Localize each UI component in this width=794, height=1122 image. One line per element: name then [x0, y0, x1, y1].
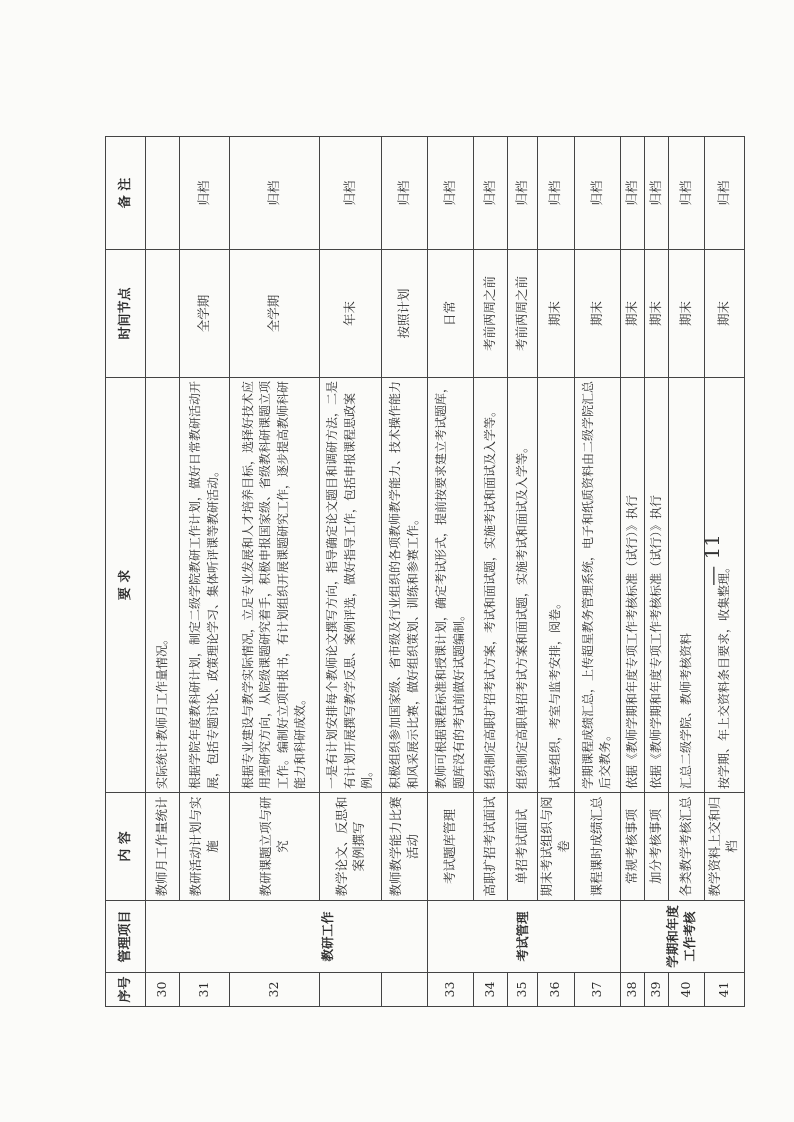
row-note: 归档 [320, 137, 382, 250]
table-row [620, 137, 644, 1007]
row-requirement: 组织制定高职单招考试方案和面试题，实施考试和面试及入学等。 [508, 378, 538, 793]
row-content: 各类教学考核汇总 [668, 793, 704, 901]
header-time: 时间节点 [106, 250, 146, 378]
row-content: 教师月工作量统计 [146, 793, 180, 901]
row-note: 归档 [180, 137, 230, 250]
row-seq: 40 [668, 973, 704, 1007]
row-note [146, 137, 180, 250]
row-time: 按照计划 [382, 250, 428, 378]
row-seq: 34 [474, 973, 508, 1007]
row-requirement: 实际统计教师月工作量情况。 [146, 378, 180, 793]
row-note: 归档 [508, 137, 538, 250]
category-cell [146, 901, 180, 973]
row-time: 日常 [428, 250, 474, 378]
row-time: 全学期 [180, 250, 230, 378]
row-content: 加分考核事项 [644, 793, 668, 901]
row-seq: 37 [574, 973, 620, 1007]
header-row [106, 137, 146, 1007]
row-seq: 38 [620, 973, 644, 1007]
row-content: 高职扩招考试面试 [474, 793, 508, 901]
row-content: 教研活动计划与实施 [180, 793, 230, 901]
row-seq [320, 973, 382, 1007]
row-note: 归档 [230, 137, 320, 250]
row-requirement: 试卷组织，考室与监考安排，阅卷。 [538, 378, 575, 793]
row-requirement: 依据《教师学期和年度专项工作考核标准（试行）》执行 [644, 378, 668, 793]
table-row [508, 137, 538, 1007]
table-row [474, 137, 508, 1007]
row-note: 归档 [538, 137, 575, 250]
row-content: 考试题库管理 [428, 793, 474, 901]
row-seq: 39 [644, 973, 668, 1007]
table-row [230, 137, 320, 1007]
row-seq: 33 [428, 973, 474, 1007]
category-research: 教研工作 [230, 901, 428, 973]
row-seq: 30 [146, 973, 180, 1007]
row-time: 考前两周之前 [508, 250, 538, 378]
row-seq [382, 973, 428, 1007]
row-seq: 32 [230, 973, 320, 1007]
row-content: 教学资料上交和归档 [704, 793, 744, 901]
row-note: 归档 [644, 137, 668, 250]
rotated-table-wrapper [105, 137, 740, 1007]
row-requirement: 学期课程成绩汇总，上传超星教务管理系统，电子和纸质资料由二级学院汇总后交教务。 [574, 378, 620, 793]
row-content: 教研课题立项与研究 [230, 793, 320, 901]
row-note: 归档 [668, 137, 704, 250]
row-time: 年末 [320, 250, 382, 378]
table-row [382, 137, 428, 1007]
row-content: 课程课时成绩汇总 [574, 793, 620, 901]
row-content: 教学论文、反思和案例撰写 [320, 793, 382, 901]
row-seq: 31 [180, 973, 230, 1007]
table-row [644, 137, 668, 1007]
row-time: 期末 [644, 250, 668, 378]
header-content: 内 容 [106, 793, 146, 901]
row-content: 常规考核事项 [620, 793, 644, 901]
page-number: — 11 [700, 534, 724, 586]
row-seq: 36 [538, 973, 575, 1007]
row-time: 期末 [668, 250, 704, 378]
row-seq: 35 [508, 973, 538, 1007]
row-note: 归档 [382, 137, 428, 250]
table-row [320, 137, 382, 1007]
row-note: 归档 [474, 137, 508, 250]
row-time: 考前两周之前 [474, 250, 508, 378]
row-requirement: 一是有计划安排每个教师论文撰写方向，指导确定论文题目和调研方法，二是有计划开展撰写教学反思、案例评选，做好指导工作，包括申报课程思政案例。 [320, 378, 382, 793]
row-requirement: 根据专业建设与教学实际情况，立足专业发展和人才培养目标，选择好技术应用型研究方向，从院级课题研究着手，积极申报国家级、省级教科研课题立项工作。编制好立项申报书，有计划组织开展课题研究工作，逐步提高教师科研能力和科研成效。 [230, 378, 320, 793]
row-note: 归档 [704, 137, 744, 250]
header-project: 管理项目 [106, 901, 146, 973]
row-requirement: 依据《教师学期和年度专项工作考核标准（试行）》执行 [620, 378, 644, 793]
row-note: 归档 [428, 137, 474, 250]
row-time: 期末 [704, 250, 744, 378]
row-note: 归档 [574, 137, 620, 250]
row-time: 期末 [574, 250, 620, 378]
table-row [146, 137, 180, 1007]
row-time [146, 250, 180, 378]
row-requirement: 积极组织参加国家级、省市级及行业组织的各项教师教学能力、技术操作能力和风采展示比赛，做好组织策划、训练和参赛工作。 [382, 378, 428, 793]
row-requirement: 组织制定高职扩招考试方案，考试和面试题，实施考试和面试及入学等。 [474, 378, 508, 793]
header-seq: 序号 [106, 973, 146, 1007]
header-requirement: 要 求 [106, 378, 146, 793]
row-time: 全学期 [230, 250, 320, 378]
table-row [180, 137, 230, 1007]
table-row [538, 137, 575, 1007]
category-cell [180, 901, 230, 973]
management-table [105, 136, 745, 1007]
row-content: 期末考试组织与阅卷 [538, 793, 575, 901]
table-row [574, 137, 620, 1007]
row-time: 期末 [620, 250, 644, 378]
row-requirement: 教师可根据课程标准和授课计划，确定考试形式，提前按要求建立考试题库，题库没有的考试前做好试题编制。 [428, 378, 474, 793]
row-content: 教师教学能力比赛活动 [382, 793, 428, 901]
row-note: 归档 [620, 137, 644, 250]
category-assessment: 学期和年度工作考核 [620, 901, 744, 973]
row-requirement: 汇总二级学院、教师考核资料 [668, 378, 704, 793]
row-time: 期末 [538, 250, 575, 378]
row-requirement: 根据学院年度教科研计划，制定二级学院教研工作计划，做好日常教研活动开展，包括专题讨论、政策理论学习、集体听评课等教研活动。 [180, 378, 230, 793]
table-row [428, 137, 474, 1007]
category-exam: 考试管理 [428, 901, 621, 973]
row-requirement: 按学期、年上交资料条目要求，收集整理。 [704, 378, 744, 793]
row-content: 单招考试面试 [508, 793, 538, 901]
header-note: 备 注 [106, 137, 146, 250]
row-seq: 41 [704, 973, 744, 1007]
